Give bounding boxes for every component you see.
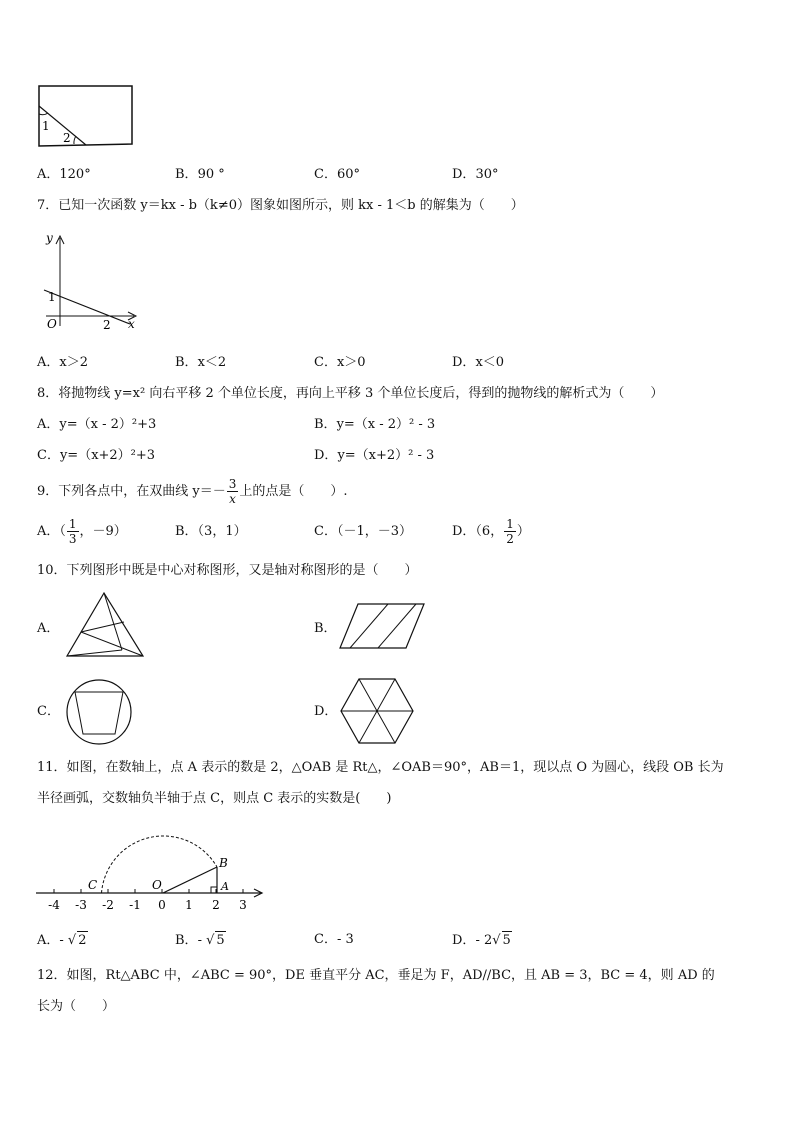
q8-option-c[interactable]: C．y=（x+2）²+3: [37, 448, 156, 463]
q6-option-a[interactable]: A．120°: [37, 167, 91, 182]
q11-tick-label-1: 1: [185, 898, 193, 912]
q11-point-a-label: A: [221, 880, 229, 893]
q10-figure-d: [339, 677, 415, 745]
sqrt-sign: √: [492, 933, 501, 948]
q12-stem-line2: 长为（ ）: [37, 999, 116, 1014]
q11-point-b-label: B: [219, 856, 228, 870]
q6-angle2-label: 2: [63, 131, 71, 145]
q6-angle1-label: 1: [42, 119, 50, 133]
q7-option-d[interactable]: D．x＜0: [452, 355, 505, 370]
q7-y-label: y: [46, 231, 53, 245]
q10-stem: 10．下列图形中既是中心对称图形，又是轴对称图形的是（ ）: [37, 563, 418, 578]
q9-stem: 9．下列各点中，在双曲线 y＝－ $\frac{3}{x}$ 上的点是（ ）.: [37, 477, 348, 506]
q11-tick-label--1: -1: [129, 898, 141, 912]
q11-stem-line2: 半径画弧，交数轴负半轴于点 C，则点 C 表示的实数是( ): [37, 791, 392, 806]
q10-figure-c: [63, 677, 135, 747]
q9-option-c[interactable]: C．（－1，－3）: [314, 524, 412, 539]
q10-figure-a: [64, 590, 146, 662]
q11-tick-label-3: 3: [239, 898, 247, 912]
q6-option-b[interactable]: B．90 °: [175, 167, 225, 182]
q7-x-intercept-label: 2: [103, 318, 111, 332]
q11-option-d[interactable]: D．- 2√ 5: [452, 933, 511, 948]
q8-option-a[interactable]: A．y=（x - 2）²+3: [37, 417, 157, 432]
q12-stem-line1: 12．如图，Rt△ABC 中，∠ABC = 90°，DE 垂直平分 AC，垂足为 F，AD//BC，且 AB = 3，BC = 4，则 AD 的: [37, 968, 715, 983]
q10-option-b[interactable]: B．: [314, 621, 337, 636]
q8-option-d[interactable]: D．y=（x+2）² - 3: [314, 448, 435, 463]
q11-tick-label--2: -2: [102, 898, 114, 912]
q7-stem: 7．已知一次函数 y＝kx - b（k≠0）图象如图所示，则 kx - 1＜b 的解集为（ ）: [37, 198, 524, 213]
q7-graph: [38, 228, 148, 336]
q7-x-label: x: [128, 317, 135, 331]
q7-origin-label: O: [47, 317, 57, 331]
q8-stem: 8．将抛物线 y=x² 向右平移 2 个单位长度，再向上平移 3 个单位长度后，得到的抛物线的解析式为（ ）: [37, 386, 664, 401]
q11-number-line: [36, 818, 268, 914]
sqrt-sign: √: [67, 933, 77, 948]
q11-option-c[interactable]: C．- 3: [314, 932, 354, 947]
q11-tick-label-0: 0: [158, 898, 166, 912]
q10-option-c[interactable]: C．: [37, 704, 60, 719]
q9-option-b[interactable]: B．（3，1）: [175, 524, 247, 539]
q10-figure-b: [338, 602, 428, 650]
q10-option-d[interactable]: D．: [314, 704, 338, 719]
sqrt-sign: √: [206, 933, 215, 948]
q6-option-c[interactable]: C．60°: [314, 167, 360, 182]
q7-option-a[interactable]: A．x＞2: [37, 355, 88, 370]
q11-tick-label--4: -4: [48, 898, 60, 912]
q11-option-b[interactable]: B．- √ 5: [175, 933, 225, 948]
q11-point-c-label: C: [88, 878, 98, 892]
q11-tick-label-2: 2: [212, 898, 220, 912]
q11-tick-label--3: -3: [75, 898, 87, 912]
q9-fraction: $\frac{3}{x}$: [228, 477, 237, 506]
q8-option-b[interactable]: B．y=（x - 2）² - 3: [314, 417, 436, 432]
q10-option-a[interactable]: A．: [37, 621, 60, 636]
q9-option-d[interactable]: D．（6， $\frac{1}{2}$ ）: [452, 517, 530, 546]
q9-option-a[interactable]: A．（ $\frac{1}{3}$ ，－9）: [37, 517, 127, 546]
q11-tick-labels: [48, 898, 247, 912]
q7-option-b[interactable]: B．x＜2: [175, 355, 227, 370]
q11-stem-line1: 11．如图，在数轴上，点 A 表示的数是 2，△OAB 是 Rt△，∠OAB＝90°，AB＝1，现以点 O 为圆心，线段 OB 长为: [37, 760, 724, 775]
q6-figure: [36, 84, 136, 148]
q11-point-o-label: O: [152, 878, 162, 892]
q6-option-d[interactable]: D．30°: [452, 167, 499, 182]
q7-option-c[interactable]: C．x＞0: [314, 355, 366, 370]
q7-y-intercept-label: 1: [48, 290, 56, 304]
q11-option-a[interactable]: A．- √ 2: [37, 933, 87, 948]
